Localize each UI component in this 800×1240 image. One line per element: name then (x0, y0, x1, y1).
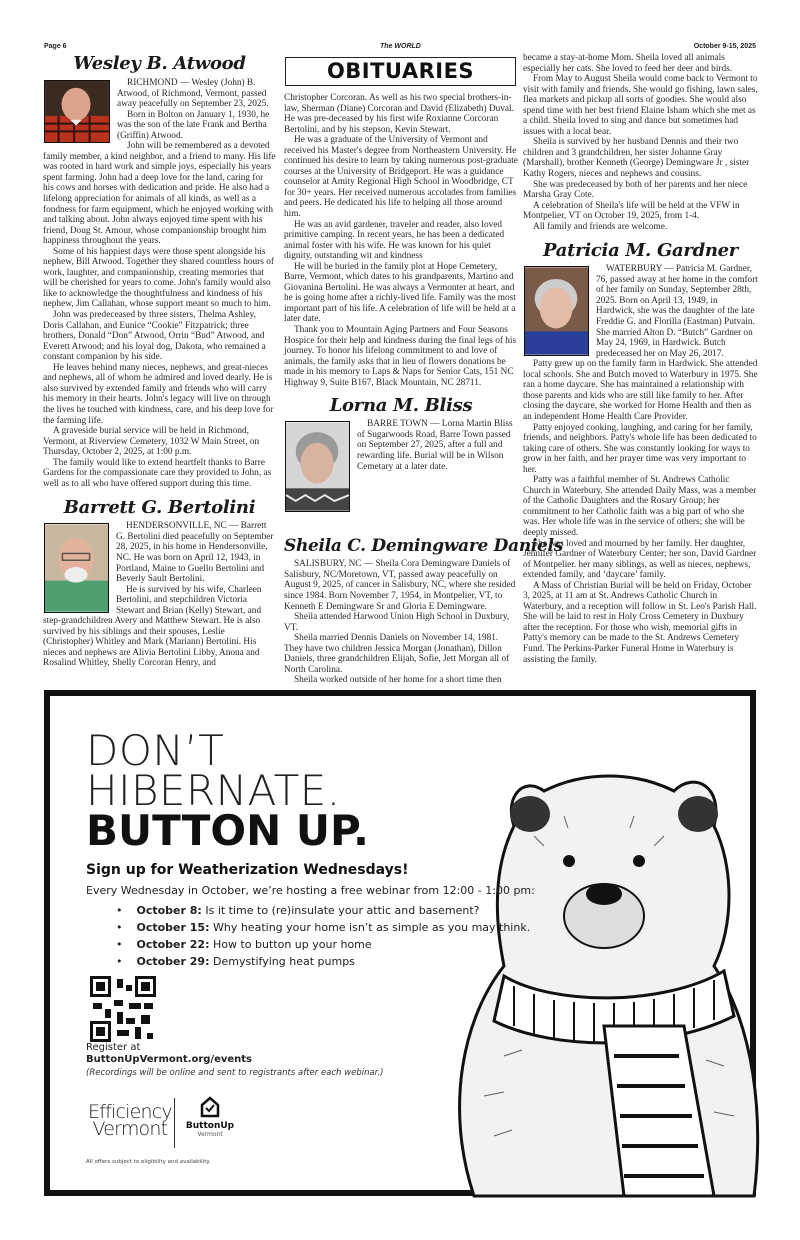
obit-paragraph: Patty was a faithful member of St. Andrews Catholic Church in Waterbury. She attended Daily Mass, was a member of the Catholic Daughters and the Rosary Group; her commitment to her Catholic faith was a big part of who she was. Her whole life was in the service of others; she will be deeply missed. (523, 475, 757, 538)
section-title: OBITUARIES (285, 57, 516, 86)
portrait-photo (524, 266, 589, 356)
buttonup-vermont-logo: ButtonUp Vermont (182, 1096, 238, 1138)
obit-title: Lorna M. Bliss (329, 395, 473, 417)
obit-paragraph: Some of his happiest days were those spent alongside his nephew, Bill Atwood. Together they shared countless hours of work, laughter, and companionship, creating memories that will be cherished for years to come. John's family would also like to acknowledge the thoughtfulness and kindness of his nephew, Jim Callahan, whose support meant so much to him. (43, 246, 274, 310)
obit-paragraph: SALISBURY, NC — Sheila Cora Demingware Daniels of Salisbury, NC/Moretown, VT, passed away peacefully on August 9, 2025, of cancer in Salisbury, NC, where she resided since 1984. Born November 7, 1954, in Montpelier, VT, to Kenneth E Demingware Sr and Gloria E Demingware. (284, 559, 516, 612)
obit-paragraph: Sheila is survived by her husband Dennis and their two children and 3 grandchildren, her sister Johanne Gray (Marshall), brother Kenneth (George) Demingware Jr , sister Kathy Rogers, nieces and nephews and cousins. (523, 137, 750, 180)
obit-title: Wesley B. Atwood (73, 53, 246, 74)
obit-paragraph: From May to August Sheila would come back to Vermont to visit with family and friends. She would go fishing, lawn sales, flea markets and pickup all sorts of goodies. She would also spend time with her best friend Elaine Isham which she met as a child. Sheila loved to sing and dance but sometimes had issues with a local bear. (523, 74, 758, 137)
obit-title: Sheila C. Demingware Daniels (284, 536, 563, 557)
obit-paragraph: He will be buried in the family plot at Hope Cemetery, Barre, Vermont, which dates to his grandparents, Martino and Giovanina Bertolini. He was always a Vermonter at heart, and he is going home after a richly-lived life. Family was the most important part of his life. A celebration of life will be held at a later date. (284, 261, 516, 325)
obit-paragraph: Thank you to Mountain Aging Partners and Four Seasons Hospice for their help and kindness during the final legs of his journey. To honor his lifelong commitment to and love of animals, the family asks that in lieu of flowers donations be made in his memory to Laps & Naps for Senior Cats, 151 NC Highway 9, Suite B167, Black Mountain, NC 28711. (284, 325, 517, 388)
obit-paragraph: A Mass of Christian Burial will be held on Friday, October 3, 2025, at 11 am at St. Andrews Catholic Church in Waterbury, and a reception will follow in St. Leo's Parish Hall. She will be laid to rest in Holy Cross Cemetery in Duxbury after the reception. For those who wish, memorial gifts in Patty's memory can be made to the St. Andrews Cemetery Fund. The Perkins-Parker Funeral Home in Waterbury is assisting the family. (523, 580, 757, 665)
webinar-list (116, 902, 530, 970)
obit-paragraph: BARRE TOWN — Lorna Martin Bliss of Sugarwoods Road, Barre Town passed on September 27, 2025, after a full and rewarding life. Burial will be in Wilson Cemetary at a later date. (357, 419, 513, 472)
obit-paragraph: Christopher Corcoran. As well as his two special brothers-in-law, Sherman (Diane) Corcoran and David (Elizabeth) Duval. He was pre-deceased by his first wife Roxianne Corcoran Bertolini, and by his stepson, Kevin Stewart. (284, 93, 514, 135)
column-3 (523, 53, 758, 688)
obit-paragraph: became a stay-at-home Mom. Sheila loved all animals especially her cats. She loved to feed her deer and birds. (523, 53, 733, 74)
logo-divider (174, 1098, 175, 1148)
obit-paragraph: Born in Bolton on January 1, 1930, he was the son of the late Frank and Bertha (Griffin) Atwood. (117, 109, 270, 141)
page-number: Page 6 (44, 43, 67, 50)
fine-print: All offers subject to eligibility and availability. (86, 1159, 211, 1165)
obit-paragraph: He is survived by his wife, Charleen Bertolini, and stepchildren Victoria Stewart and Brian (Kelly) Stewart, and step-grandchildren Avery and Matthew Stewart. He is also survived by his siblings and their spouses, Leslie (Christopher) Whitley and Mark (Mariann) Bertolini. His nieces and nephews are Alivia Bertolini Libby, Anona and Rosalind Whitley, Shelly Corcoran Henry, and (43, 584, 262, 669)
headline-line-1: DON’T (86, 726, 225, 775)
obit-paragraph: He was a graduate of the University of Vermont and received his Master's degree from Northeastern University. He continued his desire to learn by taking numerous post-graduate courses at the University of Bridgeport. He was a guidance counselor at Amity Regional High School in Woodbridge, CT for 30+ years. Her received numerous accolades from families and peers. He dedicated his life to helping all those around him. (284, 135, 518, 220)
bear-illustration (434, 766, 764, 1196)
obit-paragraph: Sheila married Dennis Daniels on November 14, 1981. They have two children Jessica Morgan (Jonathan), Dillon Daniels, three grandchildren Elijah, Sofie, Jett Morgan all of North Carolina. (284, 633, 510, 675)
obit-paragraph: The family would like to extend heartfelt thanks to Barre Gardens for the compassionate care they provided to John, as well as to all who have offered support during this time. (43, 457, 272, 489)
obituary-barrett-bertolini-continued (284, 93, 518, 388)
ad-intro: Every Wednesday in October, we’re hosting a free webinar from 12:00 - 1:00 pm: (86, 884, 535, 897)
register-label: Register at (86, 1042, 141, 1053)
obit-paragraph: Patty grew up on the family farm in Hardwick. She attended local schools. She and Butch moved to Waterbury in 1975. She ran a home daycare. She has maintained a relationship with those parents and kids who are still like family to her. After closing the daycare, she worked for Home Health and then as an independent Home Health Care Provider. (523, 359, 758, 422)
obit-paragraph: John was predeceased by three sisters, Thelma Ashley, Doris Callahan, and Eunice “Cookie” Fitzpatrick; three brothers, Donald “Don” Atwood, Orrin “Bud” Atwood, and Everett Atwood; and his loyal dog, Dakota, who remained a constant companion by his side. (43, 310, 266, 363)
obituary-wesley-atwood (43, 78, 276, 489)
obit-title: Patricia M. Gardner (543, 240, 738, 262)
column-1 (43, 53, 276, 688)
obituary-lorna-bliss (284, 419, 518, 519)
obit-paragraph: John will be remembered as a devoted family member, a kind neighbor, and a friend to many. His life was rooted in hard work and simple joys, especially his years spent farming. John had a deep love for the land, caring for his cows and horses with dedication and pride. He also had a lifelong appreciation for animals of all kinds, as well as a fondness for farm equipment, which he enjoyed working with and talking about. John always enjoyed time spent with his friend, Doug St. Amour, whose companionship brought him happiness throughout the years. (43, 141, 276, 247)
house-check-icon (200, 1096, 220, 1118)
efficiency-vermont-logo: Efficiency Vermont (88, 1101, 172, 1140)
webinar-item: • October 8: Is it time to (re)insulate your attic and basement? (116, 902, 530, 919)
webinar-item: • October 29: Demystifying heat pumps (116, 953, 530, 970)
headline-line-3: BUTTON UP. (86, 806, 369, 855)
obituary-sheila-daniels-continued (523, 53, 758, 232)
ad-subhead: Sign up for Weatherization Wednesdays! (86, 862, 409, 878)
webinar-item: • October 15: Why heating your home isn’t as simple as you may think. (116, 919, 530, 936)
obit-paragraph: He leaves behind many nieces, nephews, and great-nieces and nephews, all of whom he admired and loved dearly. He is also survived by extended family and friends who will carry his memory in their hearts. John's legacy will live on through the lives he touched with kindness, care, and his deep love for the farming life. (43, 362, 274, 426)
obit-paragraph: WATERBURY — Patricia M. Gardner, 76, passed away at her home in the comfort of her family on Sunday, September 28th, 2025. Born on April 13, 1949, in Hardwick, she was the daughter of the late Freddie G. and Florilla (Eastman) Putvain. She married Alton D. “Butch” Gardner on May 24, 1969, in Hardwick. Butch predeceased her on May 26, 2017. (596, 264, 758, 359)
portrait-photo (44, 523, 109, 613)
issue-date: October 9-15, 2025 (693, 43, 756, 50)
column-2 (284, 93, 563, 688)
webinar-item: • October 22: How to button up your home (116, 936, 530, 953)
paper-name: The WORLD (380, 43, 421, 50)
obit-paragraph: He was an avid gardener, traveler and reader, also loved primitive camping. In recent years, he has been a dedicated animal foster with his wife. He was known for his quiet dignity, outstanding wit and kindness (284, 219, 505, 262)
obit-paragraph: Sheila worked outside of her home for a short time then (294, 675, 502, 686)
register-link[interactable]: ButtonUpVermont.org/events (86, 1054, 253, 1065)
portrait-photo (44, 80, 110, 143)
obit-paragraph: She was predeceased by both of her parents and her niece Marsha Gray Cote. (523, 179, 748, 201)
obit-paragraph: All family and friends are welcome. (533, 221, 668, 232)
obituary-patricia-gardner (523, 264, 758, 665)
obit-title: Barrett G. Bertolini (63, 497, 256, 519)
obit-paragraph: Sheila attended Harwood Union High School in Duxbury, VT. (284, 612, 510, 633)
obit-paragraph: Patty enjoyed cooking, laughing, and caring for her family, friends, and neighbors. Patty's whole life has been dedicated to taking care of others. She was constantly looking for ways to grow in her faith, and her prayer time was very important to her. (523, 422, 757, 475)
obit-paragraph: HENDERSONVILLE, NC — Barrett G. Bertolini died peacefully on September 28, 2025, in his home in Hendersonville, NC. He was born on April 12, 1943, in Portland, Maine to Guello Bertolini and Beverly Sault Bertolini. (116, 521, 274, 585)
obituary-sheila-daniels (284, 559, 518, 686)
portrait-photo (285, 421, 350, 512)
obit-paragraph: A graveside burial service will be held in Richmond, Vermont, at Riverview Cemetery, 1032 W Main Street, on Thursday, October 2, 2025, at 1:00 p.m. (43, 426, 260, 458)
button-up-advertisement (44, 690, 756, 1196)
register-block (86, 1042, 383, 1078)
obit-paragraph: She was loved and mourned by her family. Her daughter, Jennifer Gardner of Waterbury Center; her son, David Gardner of Montpelier. her many siblings, as well as nieces, nephews, extended family, and ‘daycare’ family. (523, 538, 757, 581)
obituary-barrett-bertolini (43, 521, 276, 669)
qr-code[interactable] (90, 976, 156, 1042)
obit-paragraph: RICHMOND — Wesley (John) B. Atwood, of Richmond, Vermont, passed away peacefully on September 23, 2025. (117, 78, 269, 110)
recordings-note: (Recordings will be online and sent to registrants after each webinar.) (86, 1068, 384, 1078)
headline-line-2: HIBERNATE. (86, 766, 341, 815)
obit-paragraph: A celebration of Sheila's life will be held at the VFW in Montpelier, VT on October 19, 2025, from 1-4. (523, 200, 740, 222)
